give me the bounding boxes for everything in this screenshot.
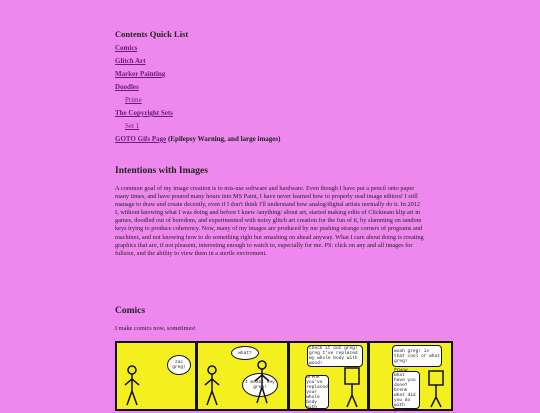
- toc-link-set-1[interactable]: Set 1: [125, 122, 140, 130]
- toc-link-goto-gifs[interactable]: GOTO Gifs Page: [115, 135, 167, 143]
- toc-link-copyright-sets[interactable]: The Copyright Sets: [115, 109, 173, 117]
- comic-figures-drawing: [117, 343, 451, 409]
- toc-title: Contents Quick List: [115, 29, 189, 39]
- toc-goto-note: (Epilepsy Warning, and large images): [167, 135, 281, 143]
- intentions-heading: Intentions with Images: [115, 166, 208, 176]
- toc-link-comics[interactable]: Comics: [115, 44, 138, 52]
- toc-link-glitch-art[interactable]: Glitch Art: [115, 57, 146, 65]
- comics-heading: Comics: [115, 306, 146, 316]
- toc-link-doodles[interactable]: Doodles: [115, 83, 139, 91]
- comic-strip-image[interactable]: [115, 341, 453, 411]
- speech-bubble: Prwow what have you done? brenk what did you do with your: [392, 371, 420, 409]
- speech-bubble: check it out greg! greg I've replaced my whole body with wood!: [307, 345, 363, 367]
- speech-bubble: brenk you've replaced your whole body with: [306, 374, 328, 410]
- comics-paragraph: I make comics now, sometimes!: [115, 325, 196, 332]
- intentions-paragraph: A common goal of my image creation is to mis-use software and hardware. Even though I have put a pencil onto paper many times, and have poured many hours into MS Paint, I have never learned how to properly read image editors! I still manage to draw and create decently, even if I don't think I'll understand how analog/digital artists normally do it. In 2012 I, without knowing what I was doing and before I knew /anything/ about art, started making edits of Clickteam klip art in games, doodled out of boredom, and experimented with noisy glitch art creation for the fun of it, by slamming on random keys trying to produce coherency. Now, many of my images are produced by me pushing strange corners of programs and machines, and not knowing how to do something right but smashing on ahead anyway. What I care about doing is creating graphics that are, if not pleasent, interesting enough to watch to, especially for me. PS: click on any and all images for fullsize, and the ability to view them in a sterile enviroment.: [115, 185, 424, 257]
- speech-bubble: zac greg!: [167, 355, 191, 375]
- speech-bubble: what?: [231, 346, 259, 360]
- toc-list: [115, 44, 280, 148]
- toc-link-marker-painting[interactable]: Marker Painting: [115, 70, 166, 78]
- speech-bubble: woah greg! is that cool or what greg!: [392, 345, 442, 367]
- toc-link-prime[interactable]: Prime: [125, 96, 142, 104]
- speech-bubble: I meant hey greg!: [242, 373, 278, 397]
